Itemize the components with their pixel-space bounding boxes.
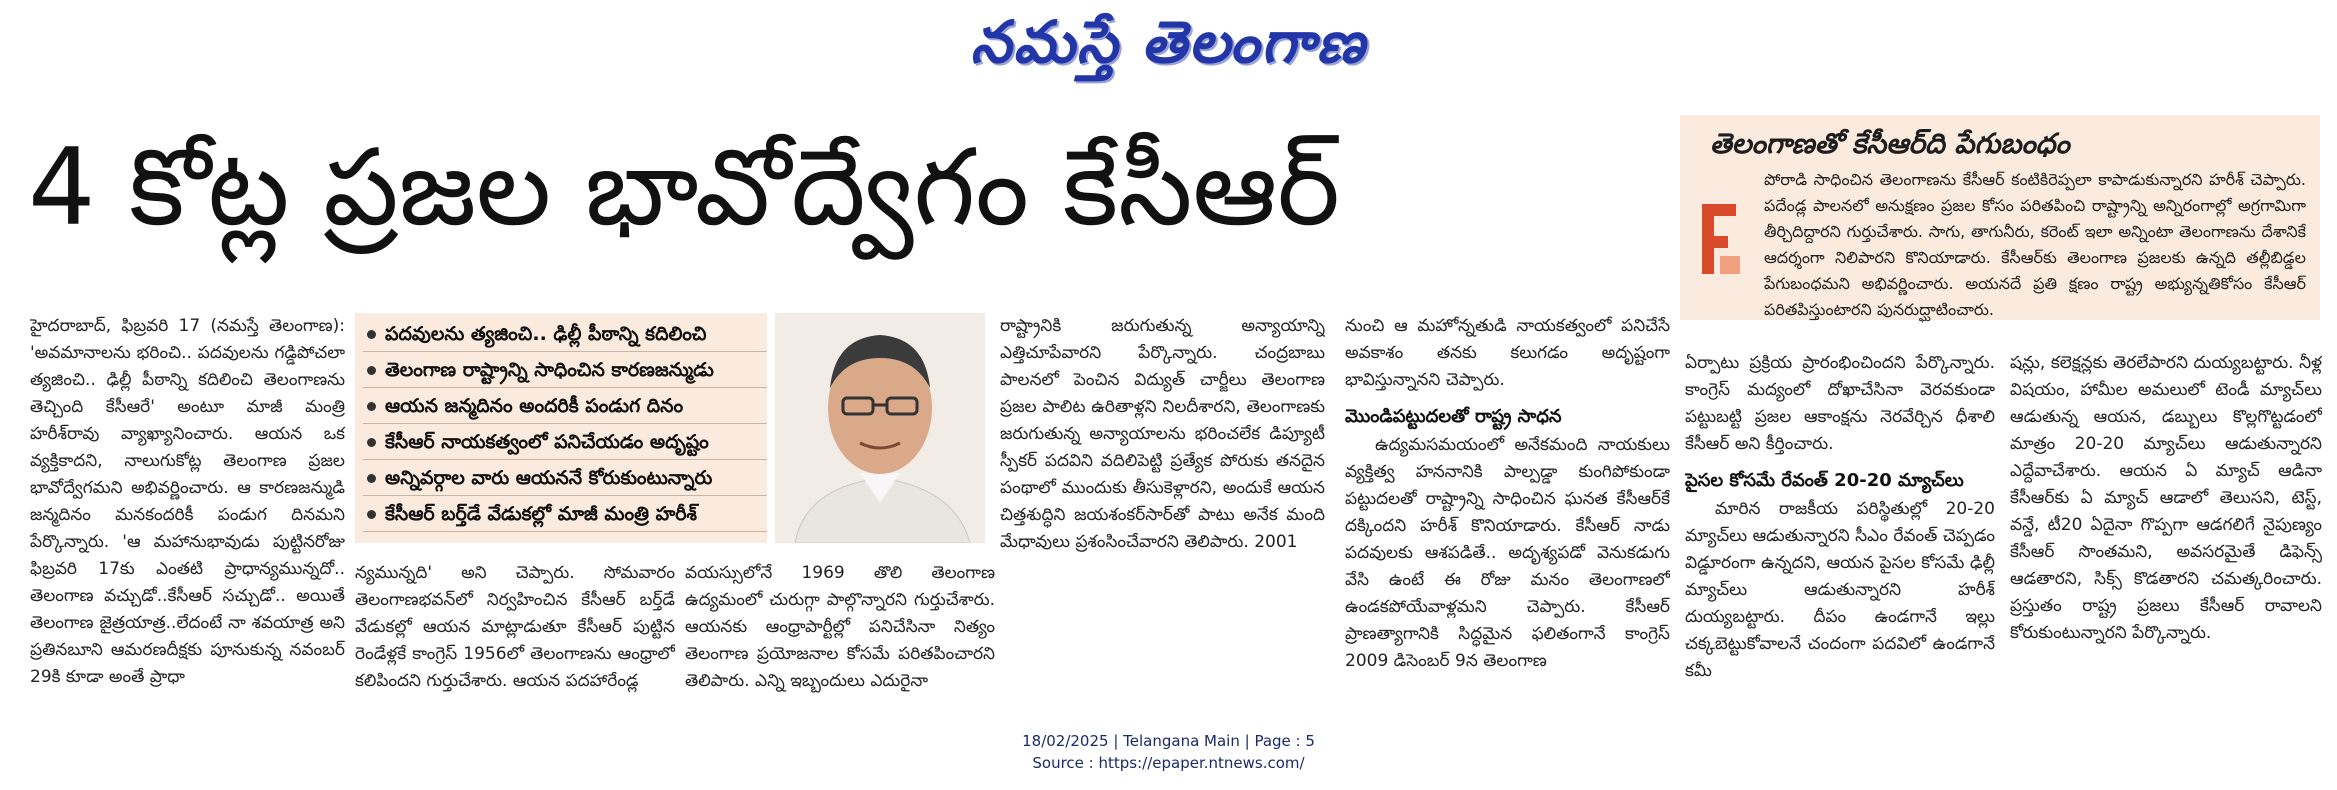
article-text: నుంచి ఆ మహోన్నతుడి నాయకత్వంలో పనిచేసే అవకాశం తనకు కలుగడం అదృష్టంగా భావిస్తున్నానని చెప్పారు.	[1345, 316, 1670, 390]
highlight-item: పదవులను త్యజించి.. ఢిల్లీ పీఠాన్ని కదిలించి	[363, 318, 767, 352]
highlight-item: కేసీఆర్ బర్త్‌డే వేడుకల్లో మాజీ మంత్రి హరీశ్	[363, 498, 767, 532]
article-column-1	[30, 313, 345, 698]
article-text: మారిన రాజకీయ పరిస్థితుల్లో 20-20 మ్యాచ్‌లు ఆడుతున్నారని సీఎం రేవంత్ చెప్పడం విడ్డూరంగా ఉన్నదని, ఆయన పైసల కోసమే ఢిల్లీ మ్యాచ్‌లు ఆడుతున్నారని హరీశ్ దుయ్యబట్టారు. దీపం ఉండగానే ఇల్లు చక్కబెట్టుకోవాలనే చందంగా పదవిలో ఉండగానే కమీ	[1685, 499, 1995, 681]
headline: 4 కోట్ల ప్రజల భావోద్వేగం కేసీఆర్	[28, 126, 1340, 249]
sidebar-text: పోరాడి సాధించిన తెలంగాణను కేసీఆర్ కంటికిరెప్పలా కాపాడుకున్నారని హరీశ్ చెప్పారు. పదేండ్ల పాలనలో అనుక్షణం ప్రజల కోసం పరితపించి రాష్ట్రాన్ని అన్నిరంగాల్లో అగ్రగామిగా తీర్చిదిద్దారని గుర్తుచేశారు. సాగు, తాగునీరు, కరెంట్ ఇలా అన్నింటా తెలంగాణను దేశానికే ఆదర్శంగా నిలిపారని కొనియాడారు. కేసీఆర్‌కు తెలంగాణ ప్రజలకు ఉన్నది తల్లీబిడ్డల పేగుబంధమని అభివర్ణించారు. అయనదే ప్రతి క్షణం రాష్ట్ర అభ్యున్నతికోసం కేసీఆర్ పరితపిస్తుంటారని పునరుద్ఘాటించారు.	[1764, 170, 2306, 319]
portrait-photo	[775, 313, 985, 543]
footer	[0, 730, 2337, 774]
article-text: న్యమున్నది' అని చెప్పారు. సోమవారం తెలంగాణభవన్‌లో నిర్వహించిన కేసీఆర్ బర్త్‌డే వేడుకల్లో ఆయన మాట్లాడుతూ కేసీఆర్ పుట్టిన రెండేళ్లకే కాంగ్రెస్ 1956లో తెలంగాణను ఆంధ్రాలో కలిపిందని గుర్తుచేశారు. ఆయన పదహారేండ్ల	[355, 563, 675, 691]
article-column-5	[1345, 313, 1670, 698]
article-column-3	[685, 560, 995, 700]
person-portrait-icon	[775, 313, 985, 543]
highlight-item: ఆయన జన్మదినం అందరికీ పండుగ దినం	[363, 390, 767, 424]
article-text: వయస్సులోనే 1969 తొలి తెలంగాణ ఉద్యమంలో చురుగ్గా పాల్గొన్నారని గుర్తుచేశారు. ఆయనకు ఆంధ్రాపార్టీల్లో పనిచేసినా నిత్యం తెలంగాణ ప్రయోజనాల కోసమే పరితపించారని తెలిపారు. ఎన్ని ఇబ్బందులు ఎదురైనా	[685, 563, 995, 691]
sidebar-title: తెలంగాణతో కేసీఆర్‌ది పేగుబంధం	[1710, 127, 2070, 160]
article-column-7	[2010, 350, 2322, 700]
highlights-box	[355, 313, 767, 543]
quote-mark-icon	[1698, 200, 1746, 278]
article-column-6	[1685, 350, 1995, 700]
subheading: పైసల కోసమే రేవంత్ 20-20 మ్యాచ్‌లు	[1685, 470, 1964, 491]
footer-date-line: 18/02/2025 | Telangana Main | Page : 5	[1022, 732, 1315, 750]
sidebar-box	[1680, 115, 2320, 320]
highlight-item: అన్నివర్గాల వారు ఆయననే కోరుకుంటున్నారు	[363, 462, 767, 496]
article-text: ఏర్పాటు ప్రక్రియ ప్రారంభించిందని పేర్కొన్నారు. కాంగ్రెస్ మద్యంలో దోఖాచేసినా వెరవకుండా పట్టుబట్టి ప్రజల ఆకాంక్షను నెరవేర్చిన ధీశాలి కేసీఆర్ అని కీర్తించారు.	[1685, 353, 1995, 454]
article-text: రాష్ట్రానికి జరుగుతున్న అన్యాయాన్ని ఎత్తిచూపేవారని పేర్కొన్నారు. చంద్రబాబు పాలనలో పెంచిన విద్యుత్ చార్జీలు తెలంగాణ ప్రజల పాలిట ఉరితాళ్లని నిలదీశారని, తెలంగాణకు జరుగుతున్న అన్యాయాలను భరించలేక డిప్యూటీ స్పీకర్ పదవిని వదిలిపెట్టి ప్రత్యేక పోరుకు తనదైన పంథాలో ముందుకు తీసుకెళ్లారని, అందుకే ఆయన చిత్తశుద్ధిని జయశంకర్‌సార్‌తో పాటు అనేక మంది మేధావులు ప్రశంసించేవారని తెలిపారు. 2001	[1000, 316, 1325, 552]
article-column-2	[355, 560, 675, 700]
subheading: మొండిపట్టుదలతో రాష్ట్ర సాధన	[1345, 406, 1562, 427]
masthead-logo: నమస్తే తెలంగాణ	[970, 8, 1367, 76]
article-column-4	[1000, 313, 1325, 698]
article-text: షన్లు, కలెక్షన్లకు తెరలేపారని దుయ్యబట్టారు. నీళ్ల విషయం, హామీల అమలులో టెండీ మ్యాచ్‌లు ఆడుతున్న ఆయన, డబ్బులు కొల్లగొట్టడంలో మాత్రం 20-20 మ్యాచ్‌లు ఆడుతున్నారని ఎద్దేవాచేశారు. ఆయన ఏ మ్యాచ్ ఆడినా కేసీఆర్‌కు ఏ మ్యాచ్ ఆడాలో తెలుసని, టెస్ట్, వన్డే, టీ20 ఏదైనా గొప్పగా ఆడగలిగే నైపుణ్యం కేసీఆర్ సొంతమని, అవసరమైతే డిఫెన్స్ ఆడతారని, సిక్స్ కొడతారని చమత్కరించారు. ప్రస్తుతం రాష్ట్ర ప్రజలు కేసీఆర్ రావాలని కోరుకుంటున్నారని పేర్కొన్నారు.	[2010, 353, 2322, 643]
footer-source-line[interactable]: Source : https://epaper.ntnews.com/	[1032, 754, 1305, 772]
article-text: ఉద్యమసమయంలో అనేకమంది నాయకులు వ్యక్తిత్వ హననానికి పాల్పడ్డా కుంగిపోకుండా పట్టుదలతో రాష్ట్రాన్ని సాధించిన ఘనత కేసీఆర్‌కే దక్కిందని హరీశ్ కొనియాడారు. కేసీఆర్ నాడు పదవులకు ఆశపడితే.. అదృశ్యపడో వెనుకడుగు వేసి ఉంటే ఈ రోజు మనం తెలంగాణలో ఉండకపోయేవాళ్లమని చెప్పారు. కేసీఆర్ ప్రాణత్యాగానికి సిద్ధమైన ఫలితంగానే కాంగ్రెస్ 2009 డిసెంబర్ 9న తెలంగాణ	[1345, 435, 1670, 671]
highlight-item: కేసీఆర్ నాయకత్వంలో పనిచేయడం అదృష్టం	[363, 426, 767, 460]
highlight-item: తెలంగాణ రాష్ట్రాన్ని సాధించిన కారణజన్ముడు	[363, 354, 767, 388]
article-text: హైదరాబాద్, ఫిబ్రవరి 17 (నమస్తే తెలంగాణ): 'అవమానాలను భరించి.. పదవులను గడ్డిపోచలా త్యజించి.. ఢిల్లీ పీఠాన్ని కదిలించి తెలంగాణను తెచ్చింది కేసీఆరే' అంటూ మాజీ మంత్రి హరీశ్‌రావు వ్యాఖ్యానించారు. ఆయన ఒక వ్యక్తికాదని, నాలుగుకోట్ల తెలంగాణ ప్రజల భావోద్వేగమని అభివర్ణించారు. ఆ కారణజన్ముడి జన్మదినం మనకందరికీ పండుగ దినమని పేర్కొన్నారు. 'ఆ మహానుభావుడు పుట్టినరోజు ఫిబ్రవరి 17కు ఎంతటి ప్రాధాన్యమున్నదో.. తెలంగాణ వచ్చుడో..కేసీఆర్ సచ్చుడో.. అయితే తెలంగాణ జైత్రయాత్ర..లేదంటే నా శవయాత్ర అని ప్రతినబూని ఆమరణదీక్షకు పూనుకున్న నవంబర్ 29కి కూడా అంతే ప్రాధా	[30, 316, 345, 687]
